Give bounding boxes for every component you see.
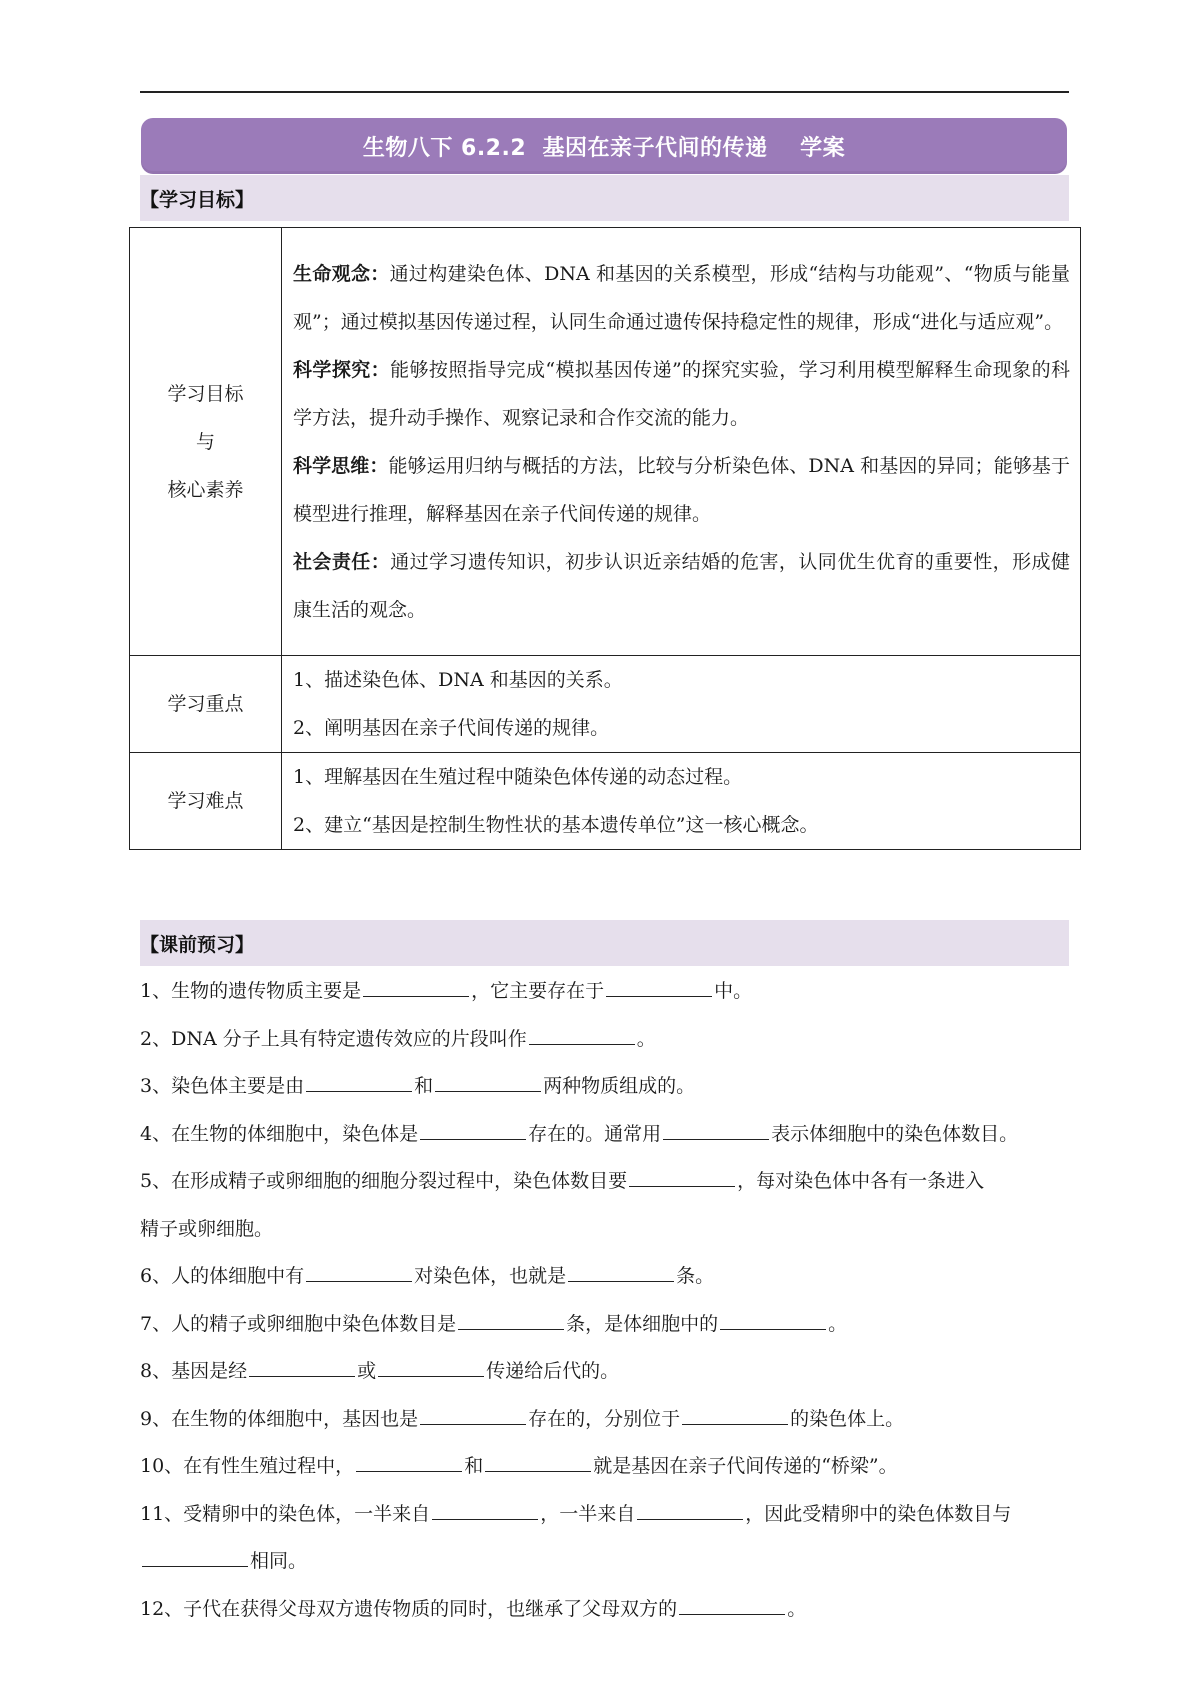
objective-term: 生命观念：: [293, 262, 390, 285]
objectives-label-line: 核心素养: [167, 478, 244, 501]
answer-blank[interactable]: [720, 1309, 826, 1330]
question-text: 9、在生物的体细胞中，基因也是: [140, 1407, 419, 1430]
question-text: ，它主要存在于: [471, 980, 605, 1002]
question-text: 。: [828, 1312, 848, 1335]
answer-blank[interactable]: [435, 1071, 541, 1092]
difficulties-label: 学习难点: [130, 753, 282, 850]
answer-blank[interactable]: [432, 1499, 538, 1520]
question-text: 3、染色体主要是由: [140, 1075, 305, 1097]
question-text: 条，是体细胞中的: [566, 1312, 719, 1335]
question-text: 8、基因是经: [140, 1360, 248, 1382]
question-text: 4、在生物的体细胞中，染色体是: [140, 1122, 419, 1145]
answer-blank[interactable]: [142, 1546, 248, 1567]
question-text: ，一半来自: [540, 1502, 636, 1525]
difficulties-content: [282, 753, 1081, 850]
objective-text: 能够按照指导完成“模拟基因传递”的探究实验，学习利用模型解释生命现象的科学方法，提升动手操作、观察记录和合作交流的能力。: [293, 358, 1070, 429]
objective-item: [293, 538, 1070, 634]
objective-term: 科学思维：: [293, 454, 389, 477]
difficulty-line: 1、理解基因在生殖过程中随染色体传递的动态过程。: [293, 766, 743, 788]
question-text: 11、受精卵中的染色体，一半来自: [140, 1502, 431, 1525]
answer-blank[interactable]: [485, 1451, 591, 1472]
answer-blank[interactable]: [663, 1119, 769, 1140]
objective-text: 通过学习遗传知识，初步认识近亲结婚的危害，认同优生优育的重要性，形成健康生活的观念。: [293, 550, 1070, 621]
answer-blank[interactable]: [356, 1451, 462, 1472]
answer-blank[interactable]: [679, 1594, 785, 1615]
question-text: 传递给后代的。: [486, 1360, 620, 1382]
question-text: 和: [414, 1075, 434, 1097]
question-text: 1、生物的遗传物质主要是: [140, 980, 362, 1002]
question-text: 。: [787, 1597, 807, 1620]
question-text: 表示体细胞中的染色体数目。: [771, 1122, 1019, 1145]
preview-question: [140, 1158, 1075, 1206]
difficulties-row: [130, 753, 1081, 850]
preview-question: [140, 1111, 1075, 1159]
key-point-line: 2、阐明基因在亲子代间传递的规律。: [293, 717, 610, 739]
preview-question: [140, 1443, 1075, 1491]
question-text: 10、在有性生殖过程中，: [140, 1455, 355, 1477]
objectives-heading: 【学习目标】: [140, 188, 255, 211]
question-text: 两种物质组成的。: [543, 1075, 696, 1097]
objective-item: [293, 250, 1070, 346]
answer-blank[interactable]: [637, 1499, 743, 1520]
objectives-content-cell: [282, 228, 1081, 656]
objective-term: 社会责任：: [293, 550, 391, 573]
preview-question: [140, 1063, 1075, 1111]
preview-question: [140, 1301, 1075, 1349]
question-text: 存在的。通常用: [528, 1122, 662, 1145]
key-points-content: [282, 656, 1081, 753]
question-text: ，因此受精卵中的染色体数目与: [745, 1502, 1012, 1525]
header-rule: [140, 91, 1069, 93]
question-text: 2、DNA 分子上具有特定遗传效应的片段叫作: [140, 1027, 527, 1050]
objective-text: 通过构建染色体、DNA 和基因的关系模型，形成“结构与功能观”、“物质与能量观”；通过模拟基因传递过程，认同生命通过遗传保持稳定性的规律，形成“进化与适应观”。: [293, 262, 1070, 333]
key-points-row: [130, 656, 1081, 753]
question-text: 精子或卵细胞。: [140, 1217, 274, 1240]
question-text: 12、子代在获得父母双方遗传物质的同时，也继承了父母双方的: [140, 1597, 678, 1620]
preview-question: [140, 1348, 1075, 1396]
preview-question-continuation: [140, 1206, 1075, 1254]
objective-item: [293, 346, 1070, 442]
preview-question: [140, 968, 1075, 1016]
question-text: 的染色体上。: [790, 1407, 905, 1430]
answer-blank[interactable]: [249, 1356, 355, 1377]
answer-blank[interactable]: [606, 976, 712, 997]
question-text: 就是基因在亲子代间传递的“桥梁”。: [593, 1455, 898, 1477]
question-text: 对染色体，也就是: [414, 1265, 567, 1287]
preview-heading-bar: [140, 920, 1069, 966]
question-text: 7、人的精子或卵细胞中染色体数目是: [140, 1312, 457, 1335]
answer-blank[interactable]: [568, 1261, 674, 1282]
objectives-label-line: 与: [195, 430, 215, 453]
question-text: 中。: [714, 980, 753, 1002]
document-title: 生物八下 6.2.2 基因在亲子代间的传递 学案: [362, 135, 846, 161]
document-title-banner: [141, 118, 1067, 174]
objective-text: 能够运用归纳与概括的方法，比较与分析染色体、DNA 和基因的异同；能够基于模型进行推理，解释基因在亲子代间传递的规律。: [293, 454, 1070, 525]
answer-blank[interactable]: [306, 1071, 412, 1092]
answer-blank[interactable]: [458, 1309, 564, 1330]
question-text: ，每对染色体中各有一条进入: [737, 1170, 985, 1192]
objectives-row: [130, 228, 1081, 656]
key-point-line: 1、描述染色体、DNA 和基因的关系。: [293, 669, 623, 691]
answer-blank[interactable]: [420, 1119, 526, 1140]
preview-question: [140, 1491, 1075, 1539]
preview-question: [140, 1586, 1075, 1634]
question-text: 。: [636, 1027, 656, 1050]
answer-blank[interactable]: [682, 1404, 788, 1425]
question-text: 6、人的体细胞中有: [140, 1265, 305, 1287]
preview-question-continuation: [140, 1538, 1075, 1586]
answer-blank[interactable]: [420, 1404, 526, 1425]
question-text: 条。: [676, 1265, 715, 1287]
objectives-table: [129, 227, 1081, 850]
preview-questions: [140, 968, 1075, 1633]
question-text: 和: [464, 1455, 484, 1477]
preview-heading: 【课前预习】: [140, 933, 255, 956]
question-text: 5、在形成精子或卵细胞的细胞分裂过程中，染色体数目要: [140, 1170, 628, 1192]
question-text: 或: [357, 1360, 377, 1382]
objectives-heading-bar: [140, 175, 1069, 221]
question-text: 相同。: [250, 1550, 308, 1572]
difficulty-line: 2、建立“基因是控制生物性状的基本遗传单位”这一核心概念。: [293, 814, 819, 836]
preview-question: [140, 1396, 1075, 1444]
question-text: 存在的，分别位于: [528, 1407, 681, 1430]
answer-blank[interactable]: [363, 976, 469, 997]
objective-term: 科学探究：: [293, 358, 391, 381]
objective-item: [293, 442, 1070, 538]
answer-blank[interactable]: [306, 1261, 412, 1282]
key-points-label: 学习重点: [130, 656, 282, 753]
preview-question: [140, 1016, 1075, 1064]
objectives-label-cell: [130, 228, 282, 656]
answer-blank[interactable]: [529, 1024, 635, 1045]
preview-question: [140, 1253, 1075, 1301]
answer-blank[interactable]: [378, 1356, 484, 1377]
answer-blank[interactable]: [629, 1166, 735, 1187]
objectives-label-line: 学习目标: [167, 382, 244, 405]
